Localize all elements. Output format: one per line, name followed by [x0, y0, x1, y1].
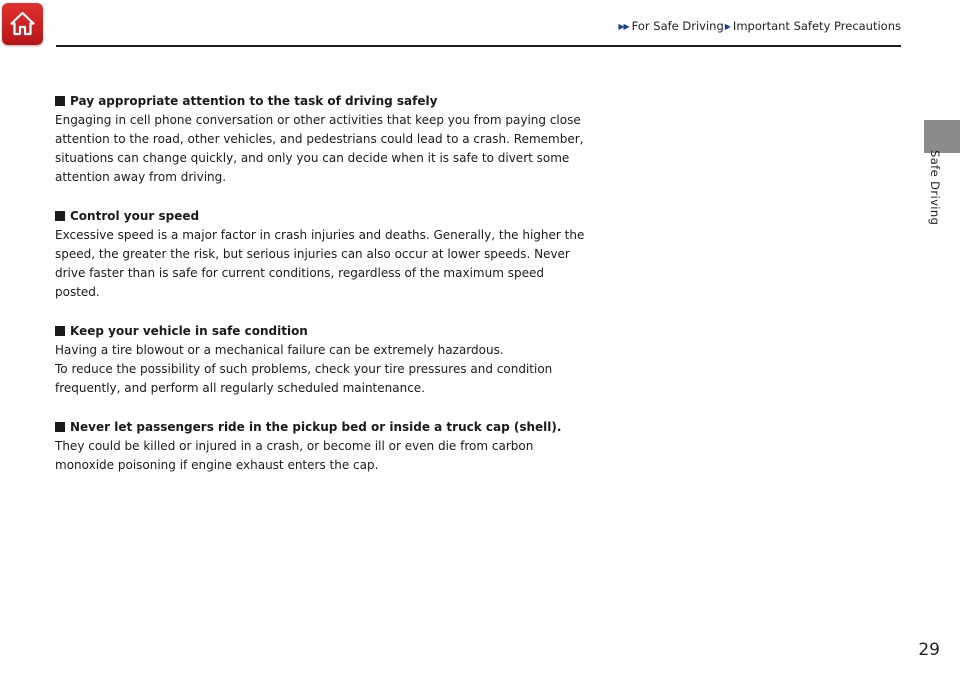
section-heading-text: Keep your vehicle in safe condition: [70, 324, 308, 338]
page-number: 29: [918, 640, 940, 660]
chapter-tab-marker: [924, 120, 960, 153]
home-icon: [9, 10, 36, 37]
breadcrumb-item-for-safe-driving[interactable]: For Safe Driving: [631, 19, 724, 33]
section-heading-text: Control your speed: [70, 209, 200, 223]
section-body-line: Having a tire blowout or a mechanical failure can be extremely hazardous.: [55, 343, 504, 357]
breadcrumb-separator-icon: ▶: [724, 22, 731, 31]
main-content: [55, 92, 585, 495]
chapter-tab-label: Safe Driving: [928, 150, 942, 226]
section-body: Engaging in cell phone conversation or other activities that keep you from paying close attention to the road, other vehicles, and pedestrians could lead to a crash. Remember, situations can change quickly, and only you can decide when it is safe to divert some attention away from driving.: [55, 113, 584, 184]
breadcrumb-arrow-icon: ▶▶: [618, 22, 629, 31]
section-body: They could be killed or injured in a crash, or become ill or even die from carbon monoxide poisoning if engine exhaust enters the cap.: [55, 439, 534, 472]
section-passengers: [55, 418, 585, 475]
home-button[interactable]: [2, 3, 43, 45]
section-body: Excessive speed is a major factor in crash injuries and deaths. Generally, the higher the speed, the greater the risk, but serious injuries can also occur at lower speeds. Never drive faster than is safe for current conditions, regardless of the maximum speed posted.: [55, 228, 585, 299]
square-bullet-icon: [55, 211, 65, 221]
section-heading: [55, 322, 585, 341]
section-heading-text: Never let passengers ride in the pickup bed or inside a truck cap (shell).: [70, 420, 562, 434]
section-vehicle-condition: [55, 322, 585, 398]
section-attention: [55, 92, 585, 187]
section-heading: [55, 92, 585, 111]
section-heading: [55, 207, 585, 226]
square-bullet-icon: [55, 96, 65, 106]
section-speed: [55, 207, 585, 302]
section-body-line: To reduce the possibility of such problems, check your tire pressures and condition frequently, and perform all regularly scheduled maintenance.: [55, 362, 553, 395]
breadcrumb: [618, 19, 901, 33]
square-bullet-icon: [55, 326, 65, 336]
square-bullet-icon: [55, 422, 65, 432]
header-divider: [56, 45, 901, 47]
section-heading-text: Pay appropriate attention to the task of driving safely: [70, 94, 438, 108]
breadcrumb-item-important-safety-precautions[interactable]: Important Safety Precautions: [732, 19, 901, 33]
section-heading: [55, 418, 585, 437]
